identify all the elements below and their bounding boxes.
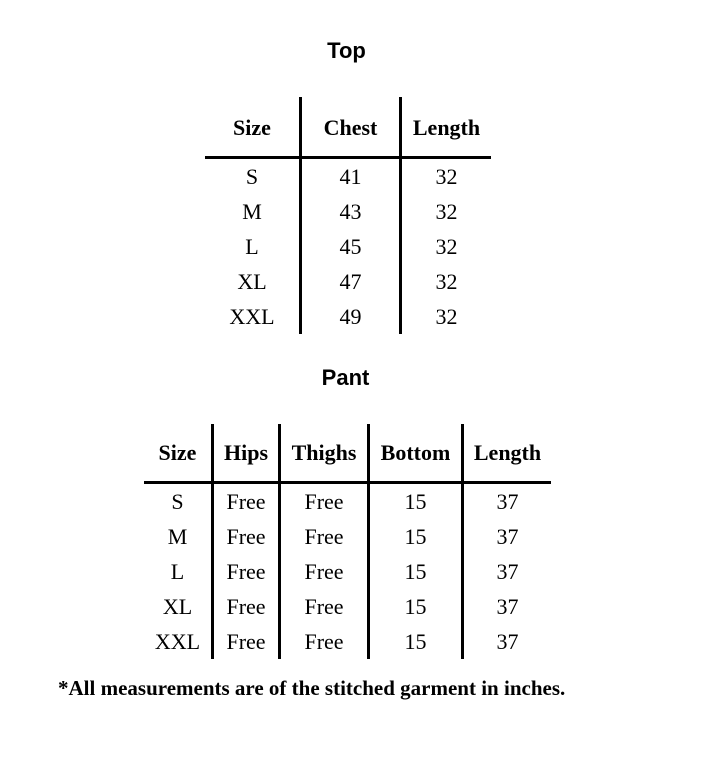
- thighs-cell: Free: [280, 483, 369, 520]
- size-cell: XL: [237, 268, 267, 294]
- size-cell: M: [242, 198, 262, 224]
- chest-cell: 45: [301, 229, 401, 264]
- size-cell: XL: [162, 593, 193, 619]
- thighs-cell: Free: [280, 589, 369, 624]
- size-cell: L: [245, 233, 259, 259]
- table-row: [205, 158, 491, 195]
- table-row: [144, 519, 551, 554]
- column-header-length: Length: [401, 97, 492, 158]
- column-header-bottom: Bottom: [369, 424, 463, 483]
- top-size-table: [205, 97, 491, 334]
- table-row: [205, 264, 491, 299]
- bottom-cell: 15: [369, 483, 463, 520]
- table-row: [205, 299, 491, 334]
- column-header-hips: Hips: [213, 424, 280, 483]
- bottom-cell: 15: [369, 624, 463, 659]
- length-cell: 32: [401, 158, 492, 195]
- length-cell: 37: [463, 624, 552, 659]
- table-header-row: [205, 97, 491, 158]
- column-header-chest: Chest: [301, 97, 401, 158]
- measurement-footnote: *All measurements are of the stitched garment in inches.: [58, 676, 566, 700]
- thighs-cell: Free: [280, 624, 369, 659]
- table-row: [144, 589, 551, 624]
- length-cell: 37: [463, 554, 552, 589]
- bottom-cell: 15: [369, 519, 463, 554]
- pant-size-table: [144, 424, 551, 659]
- size-cell: L: [170, 558, 185, 584]
- table-row: [144, 554, 551, 589]
- top-size-chart-title: Top: [327, 38, 366, 63]
- size-cell: XXL: [154, 628, 201, 654]
- hips-cell: Free: [213, 554, 280, 589]
- table-row: [144, 624, 551, 659]
- column-header-thighs: Thighs: [280, 424, 369, 483]
- thighs-cell: Free: [280, 554, 369, 589]
- hips-cell: Free: [213, 624, 280, 659]
- hips-cell: Free: [213, 519, 280, 554]
- table-header-row: [144, 424, 551, 483]
- length-cell: 37: [463, 483, 552, 520]
- column-header-size: Size: [205, 97, 301, 158]
- thighs-cell: Free: [280, 519, 369, 554]
- length-cell: 32: [401, 229, 492, 264]
- hips-cell: Free: [213, 483, 280, 520]
- table-row: [205, 229, 491, 264]
- table-row: [205, 194, 491, 229]
- bottom-cell: 15: [369, 554, 463, 589]
- size-cell: M: [167, 523, 188, 549]
- length-cell: 32: [401, 194, 492, 229]
- pant-size-chart-title: Pant: [321, 365, 370, 390]
- size-cell: XXL: [229, 303, 275, 329]
- chest-cell: 47: [301, 264, 401, 299]
- chest-cell: 49: [301, 299, 401, 334]
- size-cell: S: [171, 488, 184, 514]
- chest-cell: 43: [301, 194, 401, 229]
- length-cell: 37: [463, 519, 552, 554]
- chest-cell: 41: [301, 158, 401, 195]
- table-row: [144, 483, 551, 520]
- length-cell: 32: [401, 264, 492, 299]
- size-cell: S: [245, 163, 259, 189]
- hips-cell: Free: [213, 589, 280, 624]
- column-header-size: Size: [144, 424, 213, 483]
- length-cell: 32: [401, 299, 492, 334]
- column-header-length: Length: [463, 424, 552, 483]
- length-cell: 37: [463, 589, 552, 624]
- bottom-cell: 15: [369, 589, 463, 624]
